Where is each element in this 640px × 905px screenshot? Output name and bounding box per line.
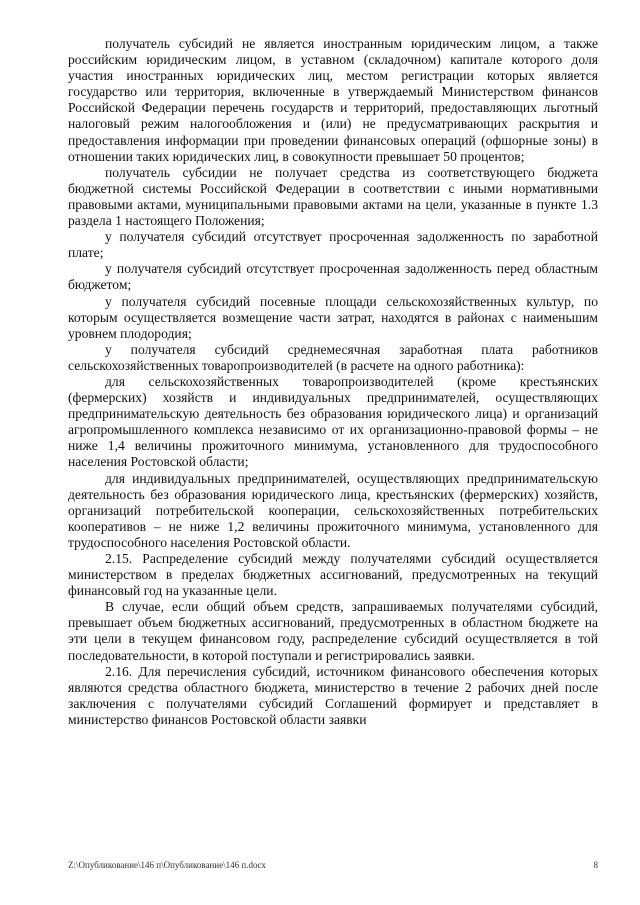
paragraph-7: для сельскохозяйственных товаропроизводителей (кроме крестьянских (фермерских) хозяйств и индивидуальных предпринимателей, осуществляющих предпринимательскую деятельность без образования юридического лица) и организаций агропромышленного комплекса независимо от их организационно-правовой формы – не ниже 1,4 величины прожиточного минимума, установленного для трудоспособного населения Ростовской области; [68, 373, 598, 470]
paragraph-1: получатель субсидий не является иностранным юридическим лицом, а также российским юридическим лицом, в уставном (складочном) капитале которого доля участия иностранных юридических лиц, местом регистрации которых является государство или территория, включенные в утверждаемый Министерством финансов Российской Федерации перечень государств и территорий, предоставляющих льготный налоговый режим налогообложения и (или) не предусматривающих раскрытия и предоставления информации при проведении финансовых операций (офшорные зоны) в отношении таких юридических лиц, в совокупности превышает 50 процентов; [68, 36, 598, 164]
paragraph-2: получатель субсидии не получает средства из соответствующего бюджета бюджетной системы Российской Федерации в соответствии с иными нормативными правовыми актами, муниципальными правовыми актами на цели, указанные в пункте 1.3 раздела 1 настоящего Положения; [68, 164, 598, 229]
footer-file-path: Z:\Опубликование\146 п\Опубликование\146 п.docx [68, 860, 266, 870]
paragraph-8: для индивидуальных предпринимателей, осуществляющих предпринимательскую деятельность без образования юридического лица, крестьянских (фермерских) хозяйств, организаций потребительской кооперации, сельскохозяйственных потребительских кооперативов – не ниже 1,2 величины прожиточного минимума, установленного для трудоспособного населения Ростовской области. [68, 470, 598, 550]
page-footer [68, 860, 598, 870]
paragraph-11: 2.16. Для перечисления субсидий, источником финансового обеспечения которых являются средства областного бюджета, министерство в течение 2 рабочих дней после заключения с получателями субсидий Соглашений формирует и представляет в министерство финансов Ростовской области заявки [68, 663, 598, 727]
paragraph-3: у получателя субсидий отсутствует просроченная задолженность по заработной плате; [68, 229, 598, 261]
page-number: 8 [593, 860, 598, 870]
paragraph-4: у получателя субсидий отсутствует просроченная задолженность перед областным бюджетом; [68, 261, 598, 293]
paragraph-10: В случае, если общий объем средств, запрашиваемых получателями субсидий, превышает объем бюджетных ассигнований, предусмотренных в областном бюджете на эти цели в текущем финансовом году, распределение субсидий осуществляется в той последовательности, в которой поступали и регистрировались заявки. [68, 599, 598, 663]
paragraph-9: 2.15. Распределение субсидий между получателями субсидий осуществляется министерством в пределах бюджетных ассигнований, предусмотренных на текущий финансовый год на указанные цели. [68, 551, 598, 599]
paragraph-6: у получателя субсидий среднемесячная заработная плата работников сельскохозяйственных товаропроизводителей (в расчете на одного работника): [68, 341, 598, 373]
document-body [68, 36, 598, 728]
paragraph-5: у получателя субсидий посевные площади сельскохозяйственных культур, по которым осуществляется возмещение части затрат, находятся в районах с наименьшим уровнем плодородия; [68, 293, 598, 341]
